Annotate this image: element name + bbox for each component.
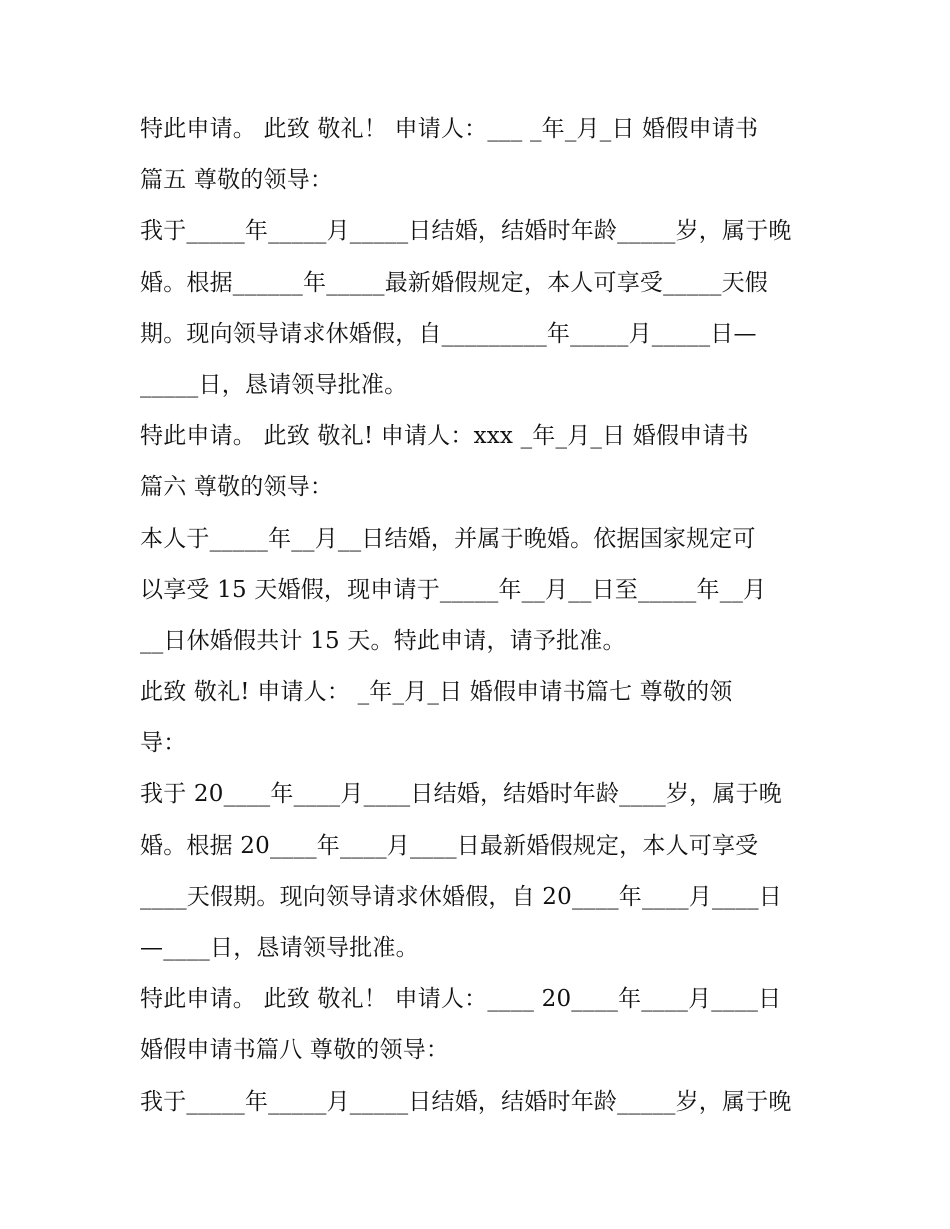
- text-line: __日休婚假共计 15 天。特此申请，请予批准。: [140, 627, 626, 654]
- text-line: 我于 20____年____月____日结婚，结婚时年龄____岁，属于晚: [140, 781, 782, 808]
- text-line: 特此申请。 此致 敬礼！ 申请人：____ 20____年____月____日: [140, 986, 782, 1013]
- text-line: 婚假申请书篇八 尊敬的领导：: [140, 1037, 450, 1064]
- text-line: 我于_____年_____月_____日结婚，结婚时年龄_____岁，属于晚: [140, 1088, 792, 1115]
- text-line: ____天假期。现向领导请求休婚假，自 20____年____月____日: [140, 883, 782, 910]
- text-line: 本人于_____年__月__日结婚，并属于晚婚。依据国家规定可: [140, 525, 756, 552]
- text-line: 此致 敬礼! 申请人： _年_月_日 婚假申请书篇七 尊敬的领: [140, 679, 733, 706]
- text-line: 以享受 15 天婚假，现申请于_____年__月__日至_____年__月: [140, 576, 767, 603]
- text-line: 篇六 尊敬的领导：: [140, 474, 334, 501]
- text-line: 导：: [140, 730, 187, 757]
- text-line: —____日，恳请领导批准。: [140, 935, 419, 961]
- text-line: 特此申请。 此致 敬礼! 申请人：xxx _年_月_日 婚假申请书: [140, 423, 749, 450]
- text-line: 婚。根据______年_____最新婚假规定，本人可享受_____天假: [140, 269, 768, 296]
- text-line: 期。现向领导请求休婚假，自_________年_____月_____日—: [140, 320, 757, 347]
- text-line: 特此申请。 此致 敬礼！ 申请人：___ _年_月_日 婚假申请书: [140, 116, 759, 142]
- text-line: _____日，恳请领导批准。: [140, 371, 408, 398]
- document-body: [140, 104, 820, 1128]
- text-line: 我于_____年_____月_____日结婚，结婚时年龄_____岁，属于晚: [140, 218, 792, 245]
- text-line: 篇五 尊敬的领导：: [140, 167, 334, 194]
- text-line: 婚。根据 20____年____月____日最新婚假规定，本人可享受: [140, 832, 759, 859]
